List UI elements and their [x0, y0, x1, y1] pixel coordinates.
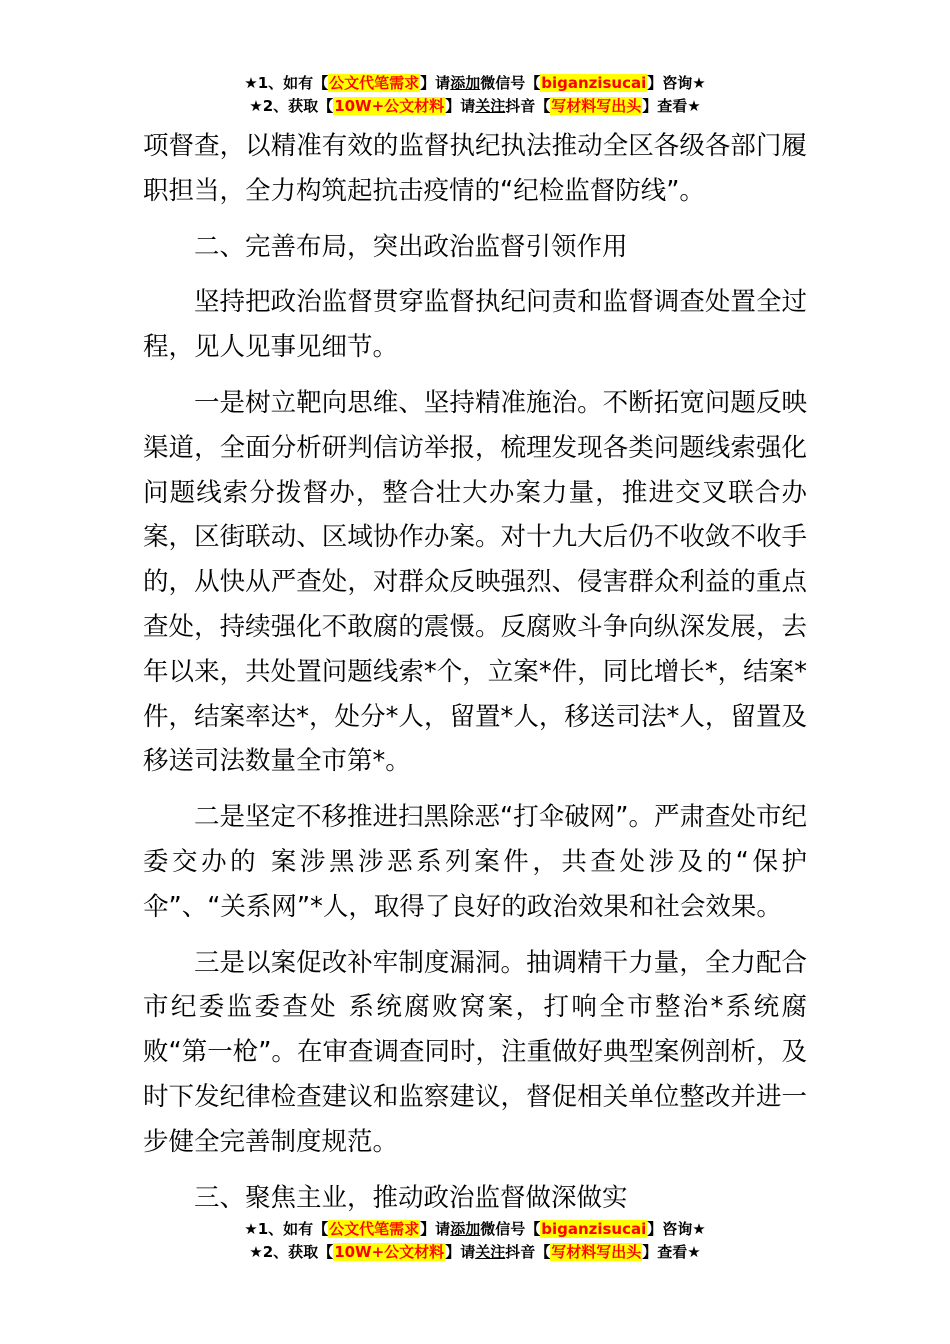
- footer-banner-line-2: ★2、获取【10W+公文材料】请关注抖音【写材料写出头】查看★: [249, 1243, 701, 1261]
- highlight-service: 公文代笔需求: [329, 74, 420, 92]
- footer-banner: [0, 1218, 950, 1264]
- footer-highlight-service: 公文代笔需求: [329, 1220, 420, 1238]
- footer-highlight-douyin-id: 写材料写出头: [551, 1243, 642, 1261]
- highlight-douyin-id: 写材料写出头: [551, 97, 642, 115]
- banner-line-1: ★1、如有【公文代笔需求】请添加微信号【biganzisucai】咨询★: [244, 74, 706, 92]
- highlight-materials: 10W+公文材料: [334, 97, 445, 115]
- paragraph-point-3: 三是以案促改补牢制度漏洞。抽调精干力量，全力配合市纪委监委查处 系统腐败窝案，打响全市整治*系统腐败“第一枪”。在审查调查同时，注重做好典型案例剖析，及时下发纪律检查建议和监察建议，督促相关单位整改并进一步健全完善制度规范。: [143, 947, 807, 1157]
- footer-highlight-wechat-id: biganzisucai: [541, 1220, 647, 1238]
- paragraph-intro: 坚持把政治监督贯穿监督执纪问责和监督调查处置全过程，见人见事见细节。: [143, 287, 807, 363]
- document-body: [143, 124, 807, 1231]
- paragraph-point-2: 二是坚定不移推进扫黑除恶“打伞破网”。严肃查处市纪委交办的 案涉黑涉恶系列案件，共查处涉及的“保护伞”、“关系网”*人，取得了良好的政治效果和社会效果。: [143, 802, 807, 922]
- highlight-wechat-id: biganzisucai: [541, 74, 647, 92]
- paragraph-continuation: 项督查，以精准有效的监督执纪执法推动全区各级各部门履职担当，全力构筑起抗击疫情的“纪检监督防线”。: [143, 131, 807, 206]
- header-banner: [0, 72, 950, 118]
- paragraph-point-1: 一是树立靶向思维、坚持精准施治。不断拓宽问题反映渠道，全面分析研判信访举报，梳理发现各类问题线索强化问题线索分拨督办，整合壮大办案力量，推进交叉联合办案，区街联动、区域协作办案。对十九大后仍不收敛不收手的，从快从严查处，对群众反映强烈、侵害群众利益的重点查处，持续强化不敢腐的震慑。反腐败斗争向纵深发展，去年以来，共处置问题线索*个，立案*件，同比增长*，结案*件，结案率达*，处分*人，留置*人，移送司法*人，留置及移送司法数量全市第*。: [143, 387, 807, 777]
- footer-banner-line-1: ★1、如有【公文代笔需求】请添加微信号【biganzisucai】咨询★: [244, 1220, 706, 1238]
- section-heading-3: 三、聚焦主业，推动政治监督做深做实: [194, 1182, 628, 1213]
- footer-highlight-materials: 10W+公文材料: [334, 1243, 445, 1261]
- section-heading-2: 二、完善布局，突出政治监督引领作用: [194, 231, 628, 262]
- banner-line-2: ★2、获取【10W+公文材料】请关注抖音【写材料写出头】查看★: [249, 97, 701, 115]
